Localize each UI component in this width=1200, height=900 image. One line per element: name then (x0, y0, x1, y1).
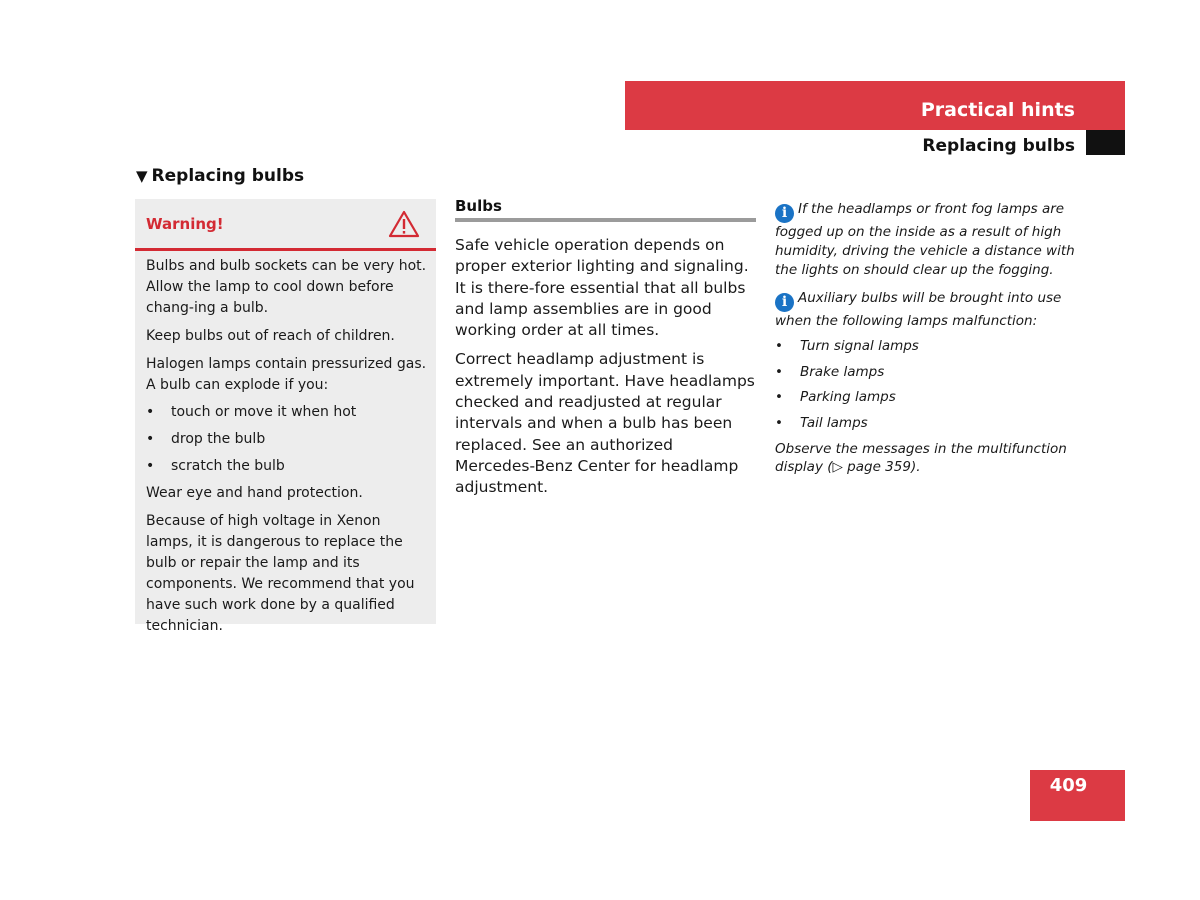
body-paragraph: Safe vehicle operation depends on proper exterior lighting and signaling. It is there-fore essential that all bulbs and lamp assemblies are in good working order at all times. (455, 236, 749, 340)
page-heading (136, 166, 304, 186)
list-item: • touch or move it when hot (146, 402, 428, 423)
warning-content (146, 256, 428, 644)
warning-paragraph: Keep bulbs out of reach of children. (146, 328, 395, 344)
chapter-title: Practical hints (920, 99, 1075, 121)
page-heading-text: Replacing bulbs (151, 166, 305, 186)
lamp-list (775, 337, 1085, 433)
list-item: • drop the bulb (146, 429, 428, 450)
list-item: • scratch the bulb (146, 456, 428, 477)
warning-paragraph: Because of high voltage in Xenon lamps, it is dangerous to replace the bulb or repair the lamp and its components. We recommend that you have such work done by a qualified technician. (146, 513, 415, 634)
list-item: • Parking lamps (775, 388, 1085, 407)
warning-divider (135, 248, 436, 251)
notes-column (775, 200, 1085, 487)
bulbs-heading: Bulbs (455, 197, 502, 215)
warning-paragraph (146, 354, 428, 396)
info-note-text: If the headlamps or front fog lamps are fogged up on the inside as a result of high humidity, driving the vehicle a distance with the lights on should clear up the fogging. (775, 201, 1075, 278)
info-note-text: Auxiliary bulbs will be brought into use when the following lamps malfunction: (775, 290, 1062, 330)
warning-triangle-icon (388, 210, 420, 238)
info-icon: i (775, 204, 794, 223)
bulbs-body (455, 235, 755, 507)
warning-title: Warning! (146, 215, 224, 233)
warning-paragraph: Wear eye and hand protection. (146, 485, 363, 501)
warning-paragraph: Bulbs and bulb sockets can be very hot. Allow the lamp to cool down before chang-ing a bulb. (146, 258, 427, 316)
info-note (775, 200, 1085, 279)
section-title: Replacing bulbs (922, 136, 1075, 156)
list-item: • Tail lamps (775, 414, 1085, 433)
warning-text: A bulb can explode if you: (146, 377, 329, 393)
warning-text: Halogen lamps contain pressurized gas. (146, 356, 427, 372)
page-reference-note: Observe the messages in the multifunction display (▷ page 359). (775, 440, 1067, 476)
list-item: • Turn signal lamps (775, 337, 1085, 356)
info-icon: i (775, 293, 794, 312)
section-marker (1086, 130, 1125, 155)
list-item: • Brake lamps (775, 363, 1085, 382)
page-number: 409 (1049, 775, 1088, 796)
triangle-down-icon: ▼ (136, 167, 148, 185)
warning-list (146, 402, 428, 477)
bulbs-divider (455, 218, 756, 222)
info-note (775, 289, 1085, 331)
body-paragraph: Correct headlamp adjustment is extremely important. Have headlamps checked and readjusted at regular intervals and when a bulb has been replaced. See an authorized Mercedes-Benz Center for headlamp adjustment. (455, 350, 755, 497)
